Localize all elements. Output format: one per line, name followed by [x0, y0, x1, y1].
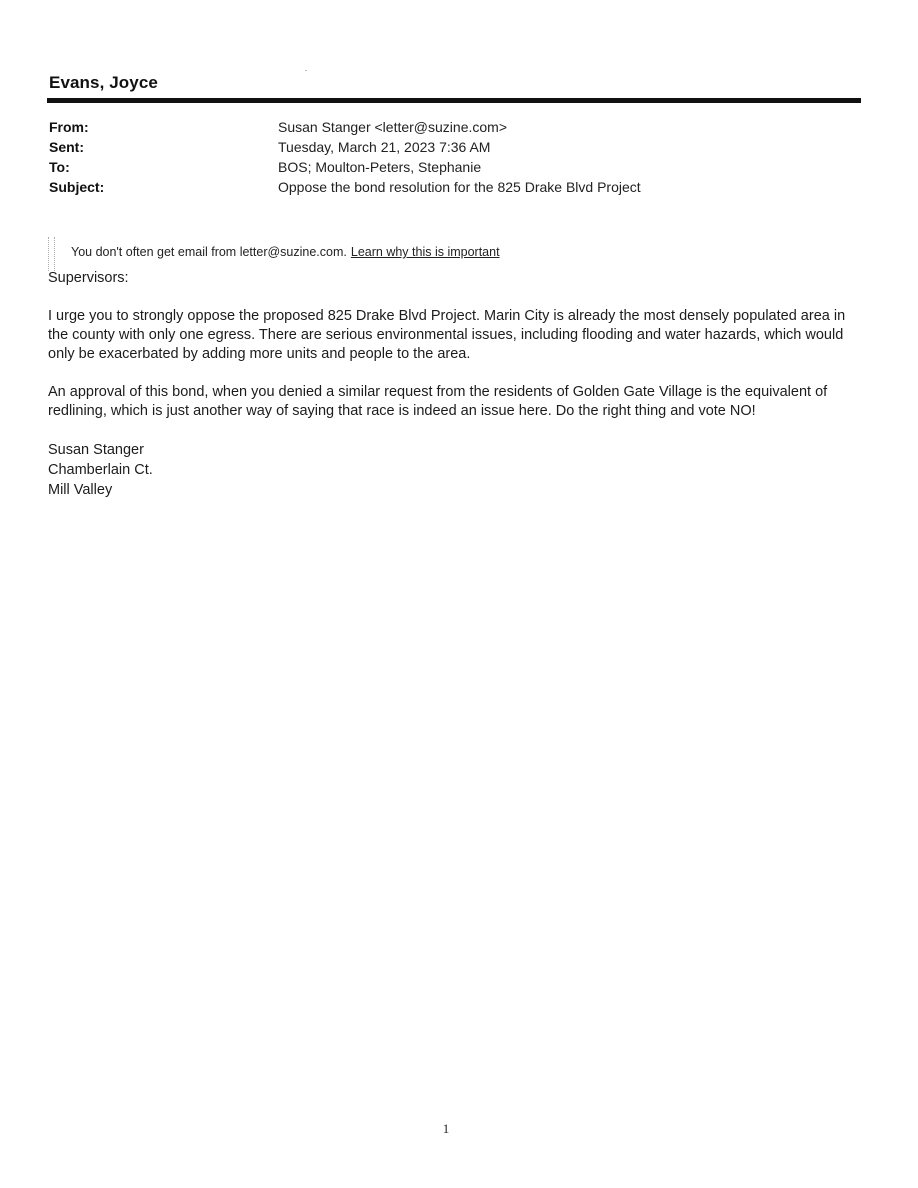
page-number: 1 [442, 1121, 450, 1136]
header-row-to [49, 157, 849, 177]
from-value: Susan Stanger <letter@suzine.com> [278, 119, 508, 135]
signature-city: Mill Valley [48, 482, 113, 498]
subject-value: Oppose the bond resolution for the 825 Drake Blvd Project [278, 179, 641, 195]
signature-name: Susan Stanger [48, 442, 144, 458]
notice-text: You don't often get email from letter@suzine.com. [71, 245, 347, 259]
greeting: Supervisors: [48, 270, 129, 286]
signature-street: Chamberlain Ct. [48, 462, 153, 478]
sent-label: Sent: [49, 139, 84, 155]
learn-why-link[interactable]: Learn why this is important [350, 245, 500, 259]
email-headers [49, 117, 849, 197]
header-row-from [49, 117, 849, 137]
subject-label: Subject: [49, 179, 105, 195]
body-paragraph-2: An approval of this bond, when you denied a similar request from the residents of Golden Gate Village is the equivalent of redlining, which is just another way of saying that race is indeed an issue here. Do the right thing and vote NO! [48, 384, 828, 419]
to-value: BOS; Moulton-Peters, Stephanie [278, 159, 482, 175]
header-row-subject [49, 177, 849, 197]
body-paragraph-1: I urge you to strongly oppose the proposed 825 Drake Blvd Project. Marin City is already the most densely populated area in the county with only one egress. There are serious environmental issues, including flooding and water hazards, which would only be exacerbated by adding more units and people to the area. [48, 308, 846, 362]
external-sender-notice [48, 233, 500, 271]
scan-speck [305, 70, 307, 71]
notice-accent-bar [48, 237, 55, 271]
sent-value: Tuesday, March 21, 2023 7:36 AM [278, 139, 491, 155]
signature-block [48, 440, 868, 500]
from-label: From: [49, 119, 89, 135]
email-body [48, 269, 868, 500]
header-row-sent [49, 137, 849, 157]
to-label: To: [49, 159, 70, 175]
mailbox-owner-title: Evans, Joyce [49, 73, 158, 92]
title-divider [47, 98, 861, 103]
